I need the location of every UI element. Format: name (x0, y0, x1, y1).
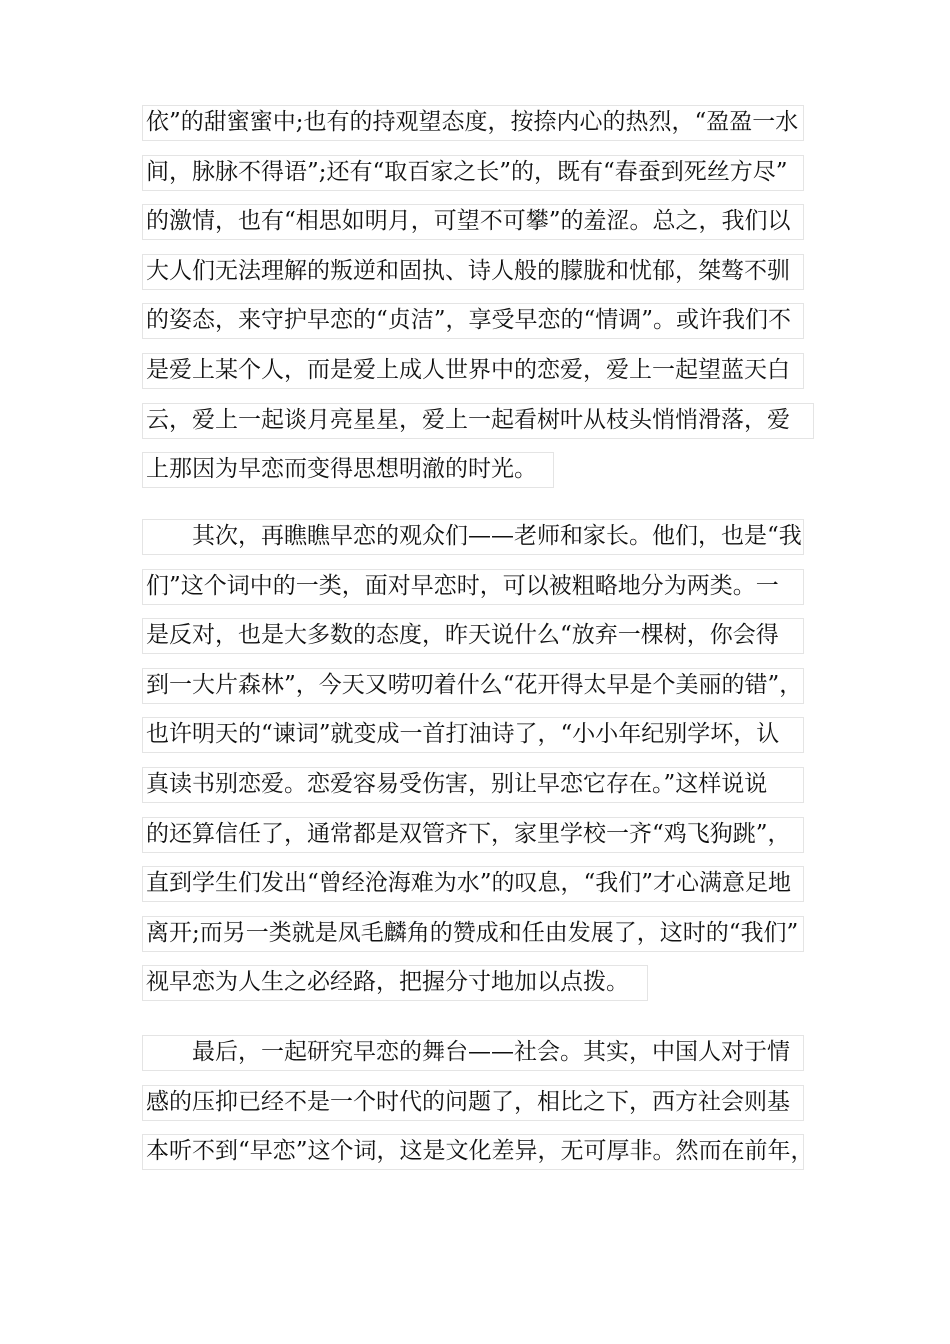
text-line: 本听不到“早恋”这个词，这是文化差异，无可厚非。然而在前年， (142, 1127, 822, 1177)
paragraph-3 (142, 1028, 822, 1177)
text-line: 们”这个词中的一类，面对早恋时，可以被粗略地分为两类。一 (142, 562, 822, 612)
paragraph-1 (142, 98, 822, 495)
text-line: 感的压抑已经不是一个时代的问题了，相比之下，西方社会则基 (142, 1078, 822, 1128)
text-line: 间，脉脉不得语”;还有“取百家之长”的，既有“春蚕到死丝方尽” (142, 148, 822, 198)
text-line: 的还算信任了，通常都是双管齐下，家里学校一齐“鸡飞狗跳”， (142, 810, 822, 860)
text-line: 直到学生们发出“曾经沧海难为水”的叹息，“我们”才心满意足地 (142, 859, 822, 909)
text-line: 离开;而另一类就是凤毛麟角的赞成和任由发展了，这时的“我们” (142, 909, 822, 959)
text-line: 到一大片森林”，今天又唠叨着什么“花开得太早是个美丽的错”， (142, 661, 822, 711)
text-line: 其次，再瞧瞧早恋的观众们——老师和家长。他们，也是“我 (142, 512, 822, 562)
text-line: 云，爱上一起谈月亮星星，爱上一起看树叶从枝头悄悄滑落，爱 (142, 396, 822, 446)
text-line: 是反对，也是大多数的态度，昨天说什么“放弃一棵树，你会得 (142, 611, 822, 661)
text-line: 真读书别恋爱。恋爱容易受伤害，别让早恋它存在。”这样说说 (142, 760, 822, 810)
paragraph-2 (142, 512, 822, 1008)
text-line: 最后，一起研究早恋的舞台——社会。其实，中国人对于情 (142, 1028, 822, 1078)
text-line: 视早恋为人生之必经路，把握分寸地加以点拨。 (142, 958, 822, 1008)
text-line: 上那因为早恋而变得思想明澈的时光。 (142, 445, 822, 495)
text-line: 的姿态，来守护早恋的“贞洁”，享受早恋的“情调”。或许我们不 (142, 296, 822, 346)
text-line: 是爱上某个人，而是爱上成人世界中的恋爱，爱上一起望蓝天白 (142, 346, 822, 396)
text-line: 也许明天的“谏词”就变成一首打油诗了，“小小年纪别学坏，认 (142, 710, 822, 760)
text-line: 依”的甜蜜蜜中;也有的持观望态度，按捺内心的热烈，“盈盈一水 (142, 98, 822, 148)
text-line: 大人们无法理解的叛逆和固执、诗人般的朦胧和忧郁，桀骜不驯 (142, 247, 822, 297)
text-line: 的激情，也有“相思如明月，可望不可攀”的羞涩。总之，我们以 (142, 197, 822, 247)
